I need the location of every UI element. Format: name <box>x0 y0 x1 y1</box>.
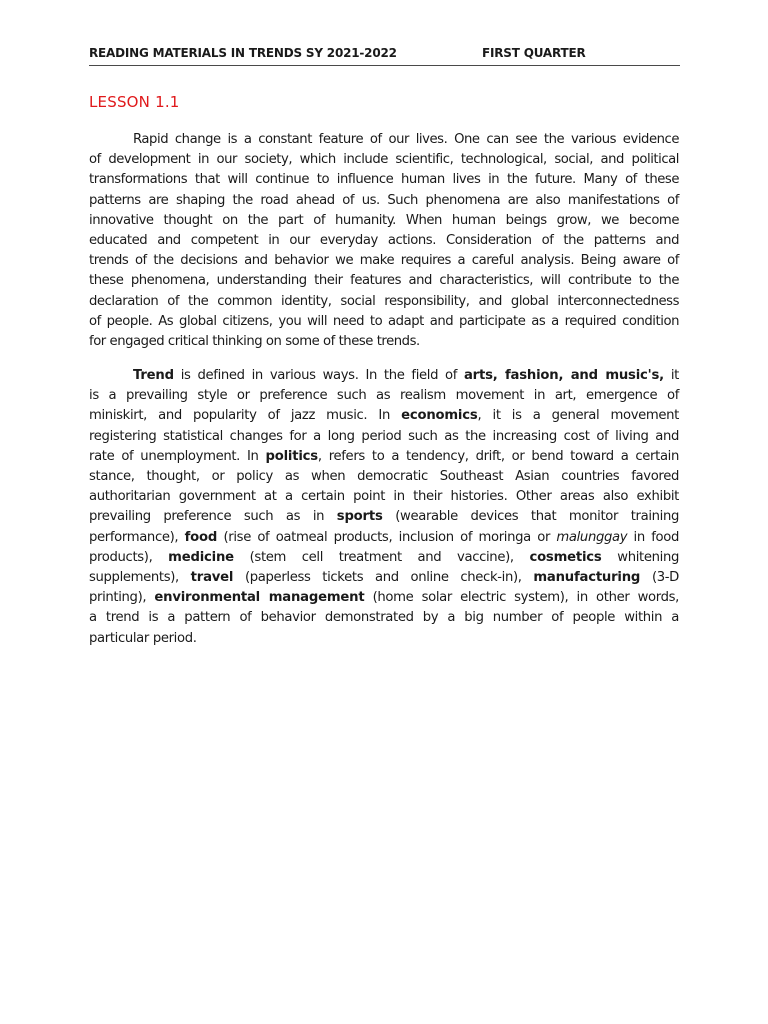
paragraph-line: registering statistical changes for a long period such as the increasing cost of living and <box>89 428 679 444</box>
text-run: printing), <box>89 590 155 606</box>
term-cosmetics: cosmetics <box>529 549 602 565</box>
paragraph-line: declaration of the common identity, social responsibility, and global interconnectedness <box>89 293 679 309</box>
lesson-title: LESSON 1.1 <box>89 93 180 111</box>
paragraph-line: trends of the decisions and behavior we make requires a careful analysis. Being aware of <box>89 253 679 269</box>
text-run: supplements), <box>89 570 191 586</box>
paragraph-line <box>89 528 679 548</box>
paragraph-line <box>89 406 679 426</box>
paragraph-line: transformations that will continue to influence human lives in the future. Many of these <box>89 172 679 188</box>
paragraph-line <box>89 507 679 527</box>
paragraph-line <box>89 548 679 568</box>
page-header <box>89 46 679 64</box>
paragraph-line: these phenomena, understanding their features and characteristics, will contribute to the <box>89 273 679 289</box>
header-divider <box>89 65 680 66</box>
paragraph-line <box>89 588 679 608</box>
paragraph-line: patterns are shaping the road ahead of us. Such phenomena are also manifestations of <box>89 192 679 208</box>
term-travel: travel <box>190 570 234 586</box>
text-run: (home solar electric system), in other words, <box>364 590 679 606</box>
paragraph-line <box>89 366 679 386</box>
text-run: performance), <box>89 529 185 545</box>
header-quarter: FIRST QUARTER <box>482 46 586 60</box>
paragraph-line: for engaged critical thinking on some of these trends. <box>89 334 420 350</box>
text-run: whitening <box>601 549 679 565</box>
paragraph-line: educated and competent in our everyday actions. Consideration of the patterns and <box>89 233 679 249</box>
text-run: miniskirt, and popularity of jazz music. In <box>89 408 402 424</box>
term-manufacturing: manufacturing <box>533 570 641 586</box>
paragraph-line <box>89 447 679 467</box>
paragraph-line: innovative thought on the part of humanity. When human beings grow, we become <box>89 212 679 228</box>
term-trend: Trend <box>133 368 174 383</box>
paragraph-line: a trend is a pattern of behavior demonstrated by a big number of people within a <box>89 610 679 626</box>
text-run: (stem cell treatment and vaccine), <box>233 549 530 565</box>
text-run: (wearable devices that monitor training <box>382 509 679 525</box>
text-run: , it is a general movement <box>477 408 679 424</box>
text-run: products), <box>89 549 169 565</box>
paragraph-line: of people. As global citizens, you will need to adapt and participate as a required condition <box>89 313 679 329</box>
paragraph-line: particular period. <box>89 630 197 646</box>
term-politics: politics <box>265 448 318 464</box>
text-run: rate of unemployment. In <box>89 448 266 464</box>
text-run: prevailing preference such as in <box>89 509 337 525</box>
text-run: (3-D <box>640 570 679 586</box>
paragraph-line <box>89 568 679 588</box>
term-economics: economics <box>401 408 478 424</box>
text-run: in food <box>627 529 679 545</box>
paragraph-line: stance, thought, or policy as when democratic Southeast Asian countries favored <box>89 469 679 485</box>
header-title: READING MATERIALS IN TRENDS SY 2021-2022 <box>89 46 397 60</box>
paragraph-line: Rapid change is a constant feature of our lives. One can see the various evidence <box>133 132 679 147</box>
text-run: (rise of oatmeal products, inclusion of moringa or <box>217 529 557 545</box>
text-run: it <box>663 368 679 383</box>
paragraph-line: authoritarian government at a certain point in their histories. Other areas also exhibit <box>89 489 679 505</box>
term-malunggay: malunggay <box>556 529 628 545</box>
term-food: food <box>184 529 218 545</box>
intro-paragraph <box>89 130 679 352</box>
text-run: (paperless tickets and online check-in), <box>233 570 534 586</box>
term-environmental-management: environmental management <box>154 590 365 606</box>
paragraph-line: of development in our society, which include scientific, technological, social, and political <box>89 152 679 168</box>
trend-definition-paragraph <box>89 366 679 649</box>
term-sports: sports <box>336 509 383 525</box>
term-medicine: medicine <box>168 549 234 565</box>
paragraph-line: is a prevailing style or preference such as realism movement in art, emergence of <box>89 388 679 404</box>
text-run: is defined in various ways. In the field of <box>173 368 464 383</box>
term-arts-fashion-music: arts, fashion, and music's, <box>463 368 664 383</box>
text-run: , refers to a tendency, drift, or bend toward a certain <box>317 448 679 464</box>
